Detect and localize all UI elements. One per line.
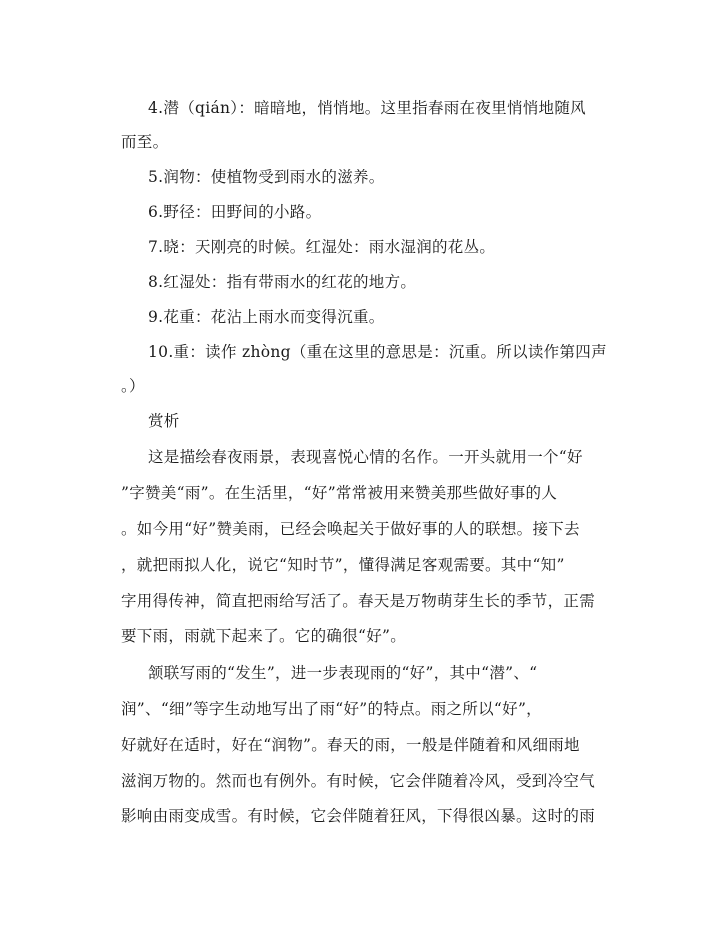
note-10-line-2: 。） — [121, 377, 145, 395]
note-7: 7.晓：天刚亮的时候。红湿处：雨水湿润的花丛。 — [148, 238, 496, 256]
paragraph-1-line-5: 字用得传神，简直把雨给写活了。春天是万物萌芽生长的季节，正需 — [121, 592, 596, 610]
note-6: 6.野径：田野间的小路。 — [148, 203, 322, 221]
paragraph-2-line-5: 影响由雨变成雪。有时候，它会伴随着狂风，下得很凶暴。这时的雨 — [121, 807, 596, 825]
note-4-line-1: 4.潜（qián）：暗暗地，悄悄地。这里指春雨在夜里悄悄地随风 — [148, 99, 586, 117]
note-9: 9.花重：花沾上雨水而变得沉重。 — [148, 308, 385, 326]
paragraph-1-line-4: ，就把雨拟人化，说它“知时节”，懂得满足客观需要。其中“知” — [121, 556, 565, 574]
paragraph-2-line-3: 好就好在适时，好在“润物”。春天的雨，一般是伴随着和风细雨地 — [121, 736, 580, 754]
paragraph-1-line-2: ”字赞美“雨”。在生活里，“好”常常被用来赞美那些做好事的人 — [121, 484, 558, 502]
note-10-line-1: 10.重：读作 zhòng（重在这里的意思是：沉重。所以读作第四声 — [148, 343, 607, 361]
section-heading: 赏析 — [148, 412, 180, 430]
note-4-line-2: 而至。 — [121, 133, 169, 151]
note-5: 5.润物：使植物受到雨水的滋养。 — [148, 168, 385, 186]
paragraph-1-line-1: 这是描绘春夜雨景，表现喜悦心情的名作。一开头就用一个“好 — [148, 448, 583, 466]
paragraph-1-line-3: 。如今用“好”赞美雨，已经会唤起关于做好事的人的联想。接下去 — [121, 520, 580, 538]
paragraph-2-line-2: 润”、“细”等字生动地写出了雨“好”的特点。雨之所以“好”， — [121, 700, 542, 718]
note-8: 8.红湿处：指有带雨水的红花的地方。 — [148, 273, 417, 291]
paragraph-2-line-4: 滋润万物的。然而也有例外。有时候，它会伴随着冷风，受到冷空气 — [121, 772, 596, 790]
paragraph-1-line-6: 要下雨，雨就下起来了。它的确很“好”。 — [121, 627, 407, 645]
paragraph-2-line-1: 颔联写雨的“发生”，进一步表现雨的“好”，其中“潜”、“ — [148, 664, 538, 682]
